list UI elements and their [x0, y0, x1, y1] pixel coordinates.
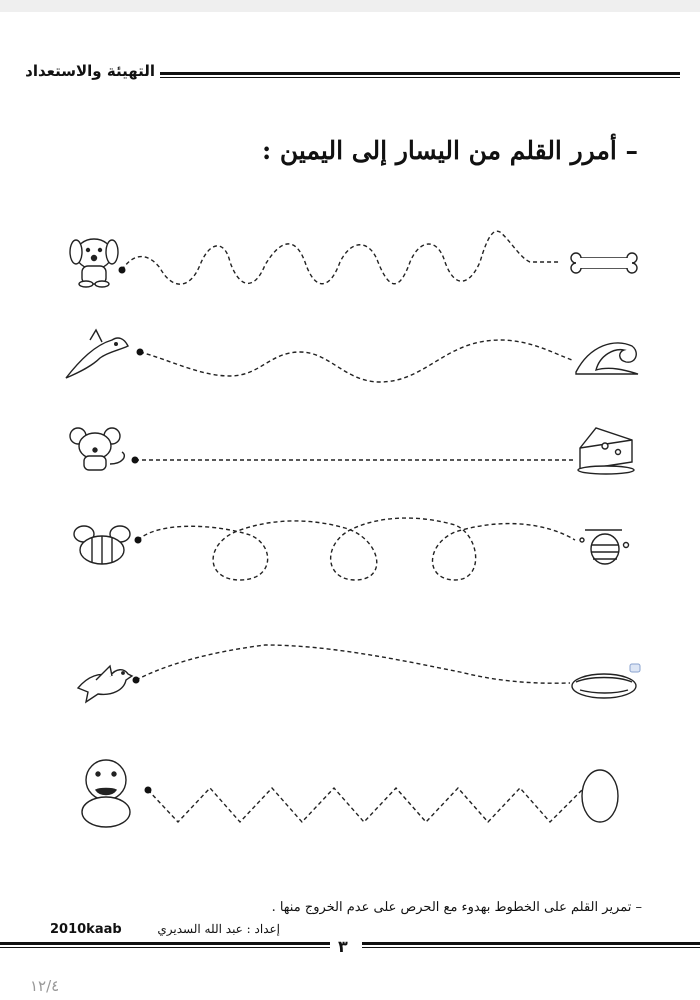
instruction-heading: – أمرر القلم من اليسار إلى اليمين :: [261, 136, 638, 165]
cheese-icon: [578, 428, 634, 474]
trace-path-zigzag: [148, 788, 582, 822]
trace-path-wave: [122, 231, 560, 284]
trace-path-arc: [136, 645, 570, 683]
page-number: ٣: [338, 937, 348, 956]
page-counter: ١٢/٤: [30, 977, 60, 995]
beehive-icon: [580, 530, 629, 564]
site-credit: 2010kaab: [50, 922, 122, 937]
footer-rule-right: [362, 942, 700, 945]
trace-path-gentle-wave: [140, 340, 572, 382]
section-title: التهيئة والاستعداد: [25, 62, 155, 80]
footer-instruction-note: – تمرير القلم على الخطوط بهدوء مع الحرص على عدم الخروج منها .: [271, 900, 642, 915]
start-dot: [145, 787, 152, 794]
start-dot: [132, 457, 139, 464]
ocean-wave-icon: [576, 343, 638, 374]
bee-icon: [74, 526, 130, 564]
start-dot: [119, 267, 126, 274]
chat-bubble-icon: [630, 664, 640, 672]
footer-rule-right-thin: [362, 947, 700, 948]
footer-rule-left-thin: [0, 947, 330, 948]
footer-rule-left: [0, 942, 330, 945]
chick-icon: [82, 760, 130, 827]
dolphin-icon: [66, 330, 128, 378]
bird-icon: [78, 666, 132, 702]
bone-icon: [571, 253, 637, 273]
author-credit: إعداد : عبد الله السديري: [157, 922, 280, 936]
puppy-icon: [70, 239, 118, 287]
egg-icon: [582, 770, 618, 822]
mouse-icon: [70, 428, 124, 470]
nest-icon: [572, 674, 636, 698]
start-dot: [137, 349, 144, 356]
start-dot: [133, 677, 140, 684]
start-dot: [135, 537, 142, 544]
trace-path-loops: [138, 518, 575, 580]
